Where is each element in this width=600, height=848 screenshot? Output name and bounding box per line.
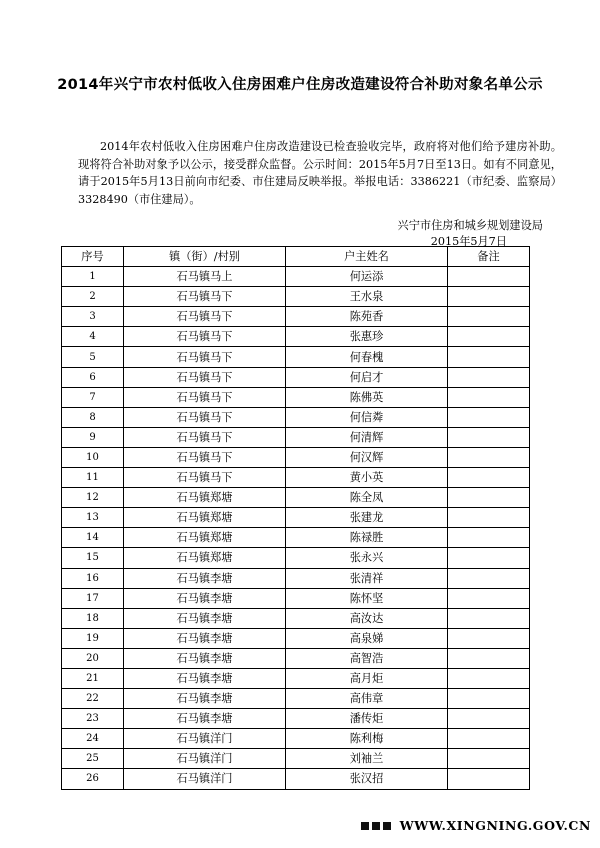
cell-village: 石马镇马下	[124, 367, 286, 387]
cell-village: 石马镇马下	[124, 427, 286, 447]
table-row	[62, 508, 530, 528]
cell-village: 石马镇李塘	[124, 568, 286, 588]
table-row	[62, 528, 530, 548]
cell-name: 刘袖兰	[286, 749, 448, 769]
cell-village: 石马镇马下	[124, 407, 286, 427]
cell-seq: 10	[62, 447, 124, 467]
cell-name: 何启才	[286, 367, 448, 387]
cell-remark	[448, 367, 530, 387]
cell-seq: 13	[62, 508, 124, 528]
table-row	[62, 608, 530, 628]
cell-remark	[448, 568, 530, 588]
cell-seq: 26	[62, 769, 124, 789]
cell-remark	[448, 287, 530, 307]
table-row	[62, 427, 530, 447]
cell-remark	[448, 427, 530, 447]
cell-name: 张永兴	[286, 548, 448, 568]
cell-seq: 1	[62, 267, 124, 287]
cell-seq: 21	[62, 668, 124, 688]
table-row	[62, 548, 530, 568]
header-remark: 备注	[448, 247, 530, 267]
cell-remark	[448, 588, 530, 608]
cell-seq: 11	[62, 468, 124, 488]
table-row	[62, 287, 530, 307]
cell-seq: 16	[62, 568, 124, 588]
cell-name: 陈利梅	[286, 729, 448, 749]
cell-seq: 22	[62, 689, 124, 709]
cell-village: 石马镇马下	[124, 387, 286, 407]
website-url: WWW.XINGNING.GOV.CN	[399, 818, 591, 833]
cell-name: 张惠珍	[286, 327, 448, 347]
cell-village: 石马镇郑塘	[124, 508, 286, 528]
table-row	[62, 769, 530, 789]
table-row	[62, 347, 530, 367]
cell-seq: 18	[62, 608, 124, 628]
table-body	[62, 267, 530, 789]
header-seq: 序号	[62, 247, 124, 267]
cell-seq: 8	[62, 407, 124, 427]
cell-village: 石马镇洋门	[124, 729, 286, 749]
table-row	[62, 749, 530, 769]
table-row	[62, 468, 530, 488]
subsidy-roster-table	[61, 246, 530, 790]
cell-name: 何汉辉	[286, 447, 448, 467]
cell-village: 石马镇李塘	[124, 709, 286, 729]
cell-remark	[448, 689, 530, 709]
cell-seq: 12	[62, 488, 124, 508]
table-row	[62, 588, 530, 608]
cell-seq: 25	[62, 749, 124, 769]
cell-village: 石马镇李塘	[124, 668, 286, 688]
cell-name: 何春槐	[286, 347, 448, 367]
cell-remark	[448, 307, 530, 327]
cell-seq: 23	[62, 709, 124, 729]
cell-village: 石马镇李塘	[124, 628, 286, 648]
cell-name: 陈苑香	[286, 307, 448, 327]
cell-name: 高伟章	[286, 689, 448, 709]
table-row	[62, 568, 530, 588]
table-row	[62, 729, 530, 749]
issuer-name: 兴宁市住房和城乡规划建设局	[397, 219, 543, 232]
cell-name: 高智浩	[286, 648, 448, 668]
issue-date: 2015年5月7日	[430, 235, 507, 248]
table-row	[62, 447, 530, 467]
cell-village: 石马镇马下	[124, 307, 286, 327]
cell-remark	[448, 608, 530, 628]
cell-seq: 9	[62, 427, 124, 447]
cell-name: 张建龙	[286, 508, 448, 528]
cell-village: 石马镇李塘	[124, 689, 286, 709]
cell-seq: 4	[62, 327, 124, 347]
table-row	[62, 689, 530, 709]
cell-name: 何信粦	[286, 407, 448, 427]
cell-remark	[448, 528, 530, 548]
decorative-squares-icon	[361, 822, 391, 830]
table-row	[62, 387, 530, 407]
cell-village: 石马镇马上	[124, 267, 286, 287]
cell-name: 陈全凤	[286, 488, 448, 508]
cell-village: 石马镇马下	[124, 327, 286, 347]
cell-seq: 20	[62, 648, 124, 668]
cell-remark	[448, 769, 530, 789]
table-row	[62, 668, 530, 688]
cell-remark	[448, 488, 530, 508]
cell-name: 高月炬	[286, 668, 448, 688]
cell-seq: 14	[62, 528, 124, 548]
cell-remark	[448, 508, 530, 528]
notice-paragraph: 2014年农村低收入住房困难户住房改造建设已检查验收完毕，政府将对他们给予建房补助。现将符合补助对象予以公示，接受群众监督。公示时间：2015年5月7日至13日。如有不同意见，请于2015年5月13日前向市纪委、市住建局反映举报。举报电话：3386221（市纪委、监察局）3328490（市住建局）。	[78, 140, 562, 206]
cell-village: 石马镇洋门	[124, 749, 286, 769]
cell-name: 高汝达	[286, 608, 448, 628]
cell-remark	[448, 628, 530, 648]
cell-name: 陈怀坚	[286, 588, 448, 608]
cell-village: 石马镇李塘	[124, 648, 286, 668]
cell-name: 潘传炬	[286, 709, 448, 729]
cell-seq: 17	[62, 588, 124, 608]
table-row	[62, 488, 530, 508]
cell-village: 石马镇马下	[124, 287, 286, 307]
cell-remark	[448, 668, 530, 688]
cell-remark	[448, 387, 530, 407]
cell-remark	[448, 327, 530, 347]
table-header-row	[62, 247, 530, 267]
cell-name: 何运添	[286, 267, 448, 287]
cell-village: 石马镇洋门	[124, 769, 286, 789]
table-row	[62, 628, 530, 648]
cell-remark	[448, 729, 530, 749]
cell-seq: 19	[62, 628, 124, 648]
cell-seq: 6	[62, 367, 124, 387]
cell-village: 石马镇马下	[124, 447, 286, 467]
cell-village: 石马镇李塘	[124, 608, 286, 628]
cell-name: 张清祥	[286, 568, 448, 588]
table-row	[62, 367, 530, 387]
footer-watermark	[361, 818, 591, 833]
cell-seq: 15	[62, 548, 124, 568]
cell-name: 陈禄胜	[286, 528, 448, 548]
cell-village: 石马镇郑塘	[124, 548, 286, 568]
table-row	[62, 407, 530, 427]
cell-seq: 5	[62, 347, 124, 367]
cell-remark	[448, 468, 530, 488]
table-row	[62, 307, 530, 327]
table-row	[62, 327, 530, 347]
cell-name: 张汉招	[286, 769, 448, 789]
cell-remark	[448, 749, 530, 769]
cell-seq: 2	[62, 287, 124, 307]
cell-village: 石马镇马下	[124, 468, 286, 488]
cell-seq: 24	[62, 729, 124, 749]
cell-village: 石马镇郑塘	[124, 488, 286, 508]
document-title: 2014年兴宁市农村低收入住房困难户住房改造建设符合补助对象名单公示	[57, 77, 543, 93]
cell-seq: 3	[62, 307, 124, 327]
cell-village: 石马镇马下	[124, 347, 286, 367]
header-village: 镇（街）/村别	[124, 247, 286, 267]
cell-seq: 7	[62, 387, 124, 407]
header-name: 户主姓名	[286, 247, 448, 267]
cell-remark	[448, 709, 530, 729]
cell-name: 高泉娣	[286, 628, 448, 648]
cell-remark	[448, 648, 530, 668]
cell-remark	[448, 447, 530, 467]
cell-remark	[448, 548, 530, 568]
cell-remark	[448, 267, 530, 287]
cell-name: 黄小英	[286, 468, 448, 488]
cell-remark	[448, 407, 530, 427]
table-row	[62, 709, 530, 729]
cell-remark	[448, 347, 530, 367]
table-row	[62, 267, 530, 287]
cell-name: 陈佛英	[286, 387, 448, 407]
cell-name: 王水泉	[286, 287, 448, 307]
cell-village: 石马镇郑塘	[124, 528, 286, 548]
table-row	[62, 648, 530, 668]
cell-name: 何清辉	[286, 427, 448, 447]
cell-village: 石马镇李塘	[124, 588, 286, 608]
